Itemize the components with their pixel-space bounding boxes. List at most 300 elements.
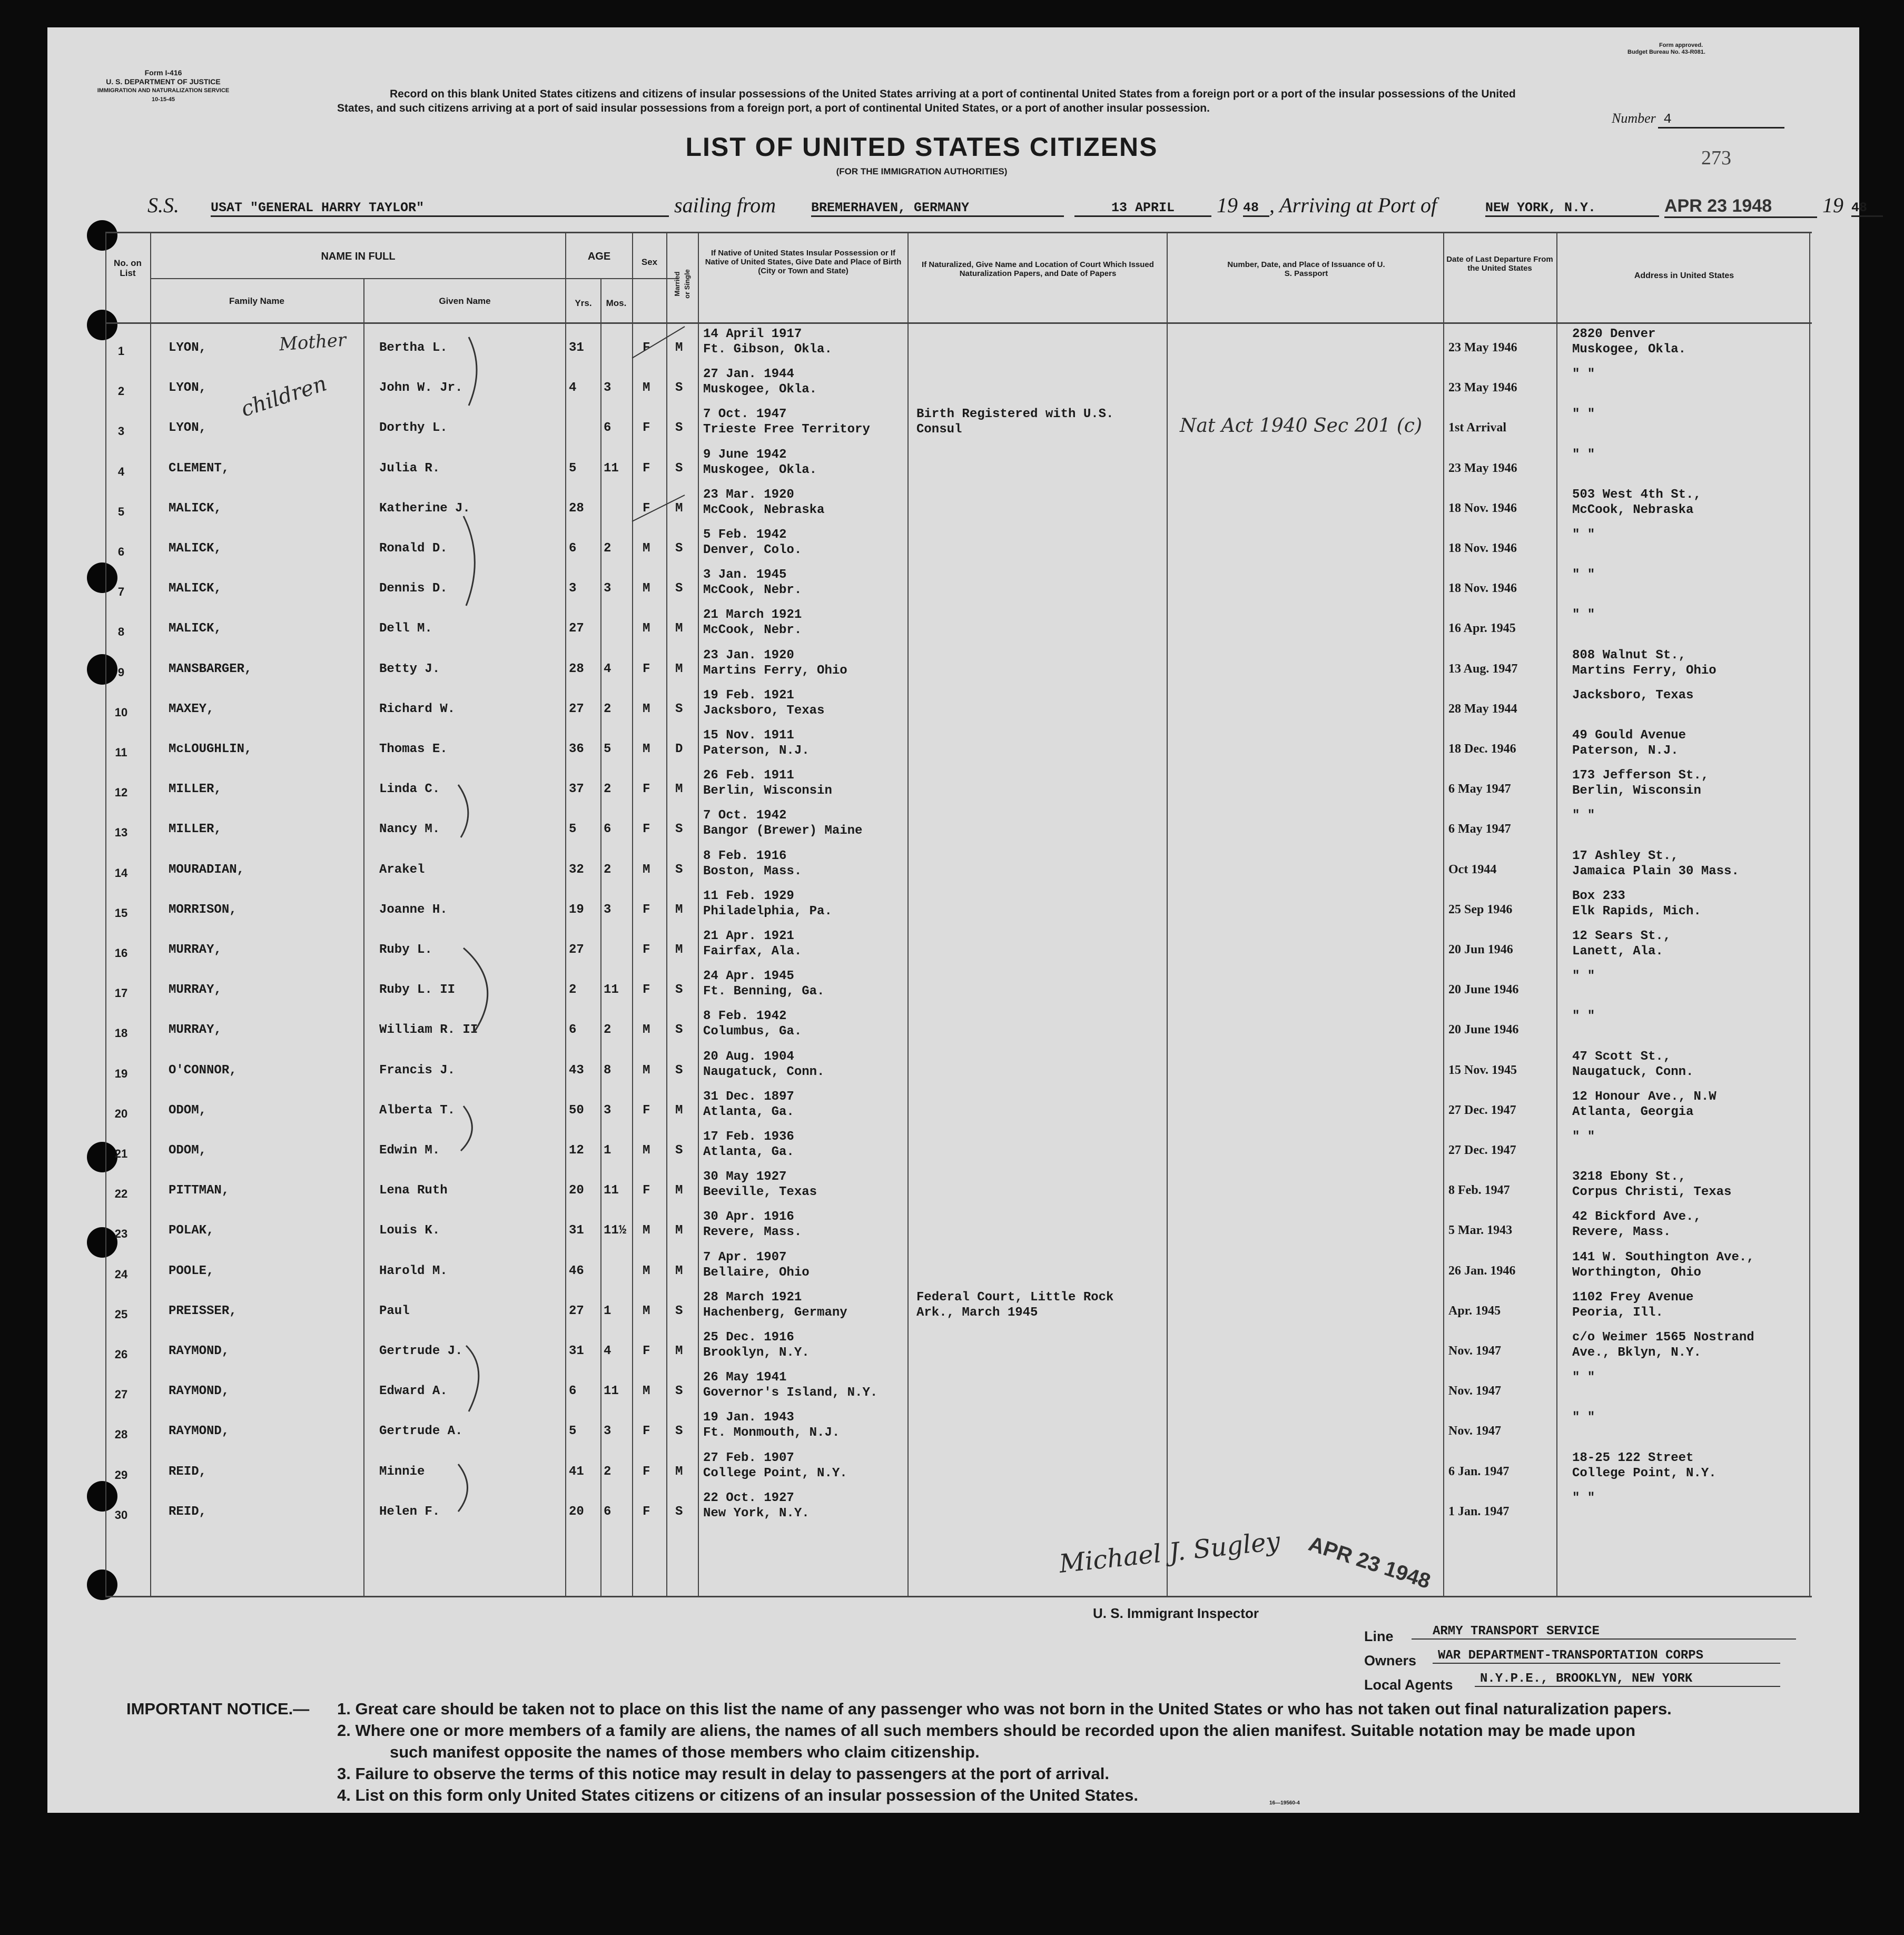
address-line1: " " — [1572, 808, 1595, 823]
sex: F — [643, 341, 650, 355]
family-name: MURRAY, — [169, 943, 222, 957]
given-name: William R. II — [379, 1023, 478, 1038]
owners-value: WAR DEPARTMENT-TRANSPORTATION CORPS — [1433, 1648, 1780, 1664]
given-name: Minnie — [379, 1464, 425, 1479]
header-naturalized: If Naturalized, Give Name and Location of Court Which Issued Naturalization Papers, and Date of Papers — [922, 260, 1154, 278]
marital-status: S — [675, 862, 683, 877]
marital-status: M — [675, 621, 683, 636]
sex: F — [643, 983, 650, 998]
family-name: CLEMENT, — [169, 461, 230, 476]
given-name: Richard W. — [379, 702, 456, 716]
age-months: 2 — [604, 541, 611, 556]
birth-place: Governor's Island, N.Y. — [703, 1386, 878, 1400]
birth-place: Bangor (Brewer) Maine — [703, 824, 863, 838]
birth-date: 19 Jan. 1943 — [703, 1410, 794, 1425]
departure-date: 13 APRIL — [1074, 200, 1211, 217]
address-line1: c/o Weimer 1565 Nostrand — [1572, 1330, 1754, 1345]
birth-place: Boston, Mass. — [703, 864, 802, 878]
inspector-signature: Michael J. Sugley — [1058, 1526, 1282, 1579]
given-name: Harold M. — [379, 1263, 448, 1278]
family-name: RAYMOND, — [169, 1384, 230, 1399]
sex: M — [643, 1023, 650, 1038]
age-years: 12 — [569, 1143, 584, 1158]
given-name: Katherine J. — [379, 501, 470, 516]
family-bracket — [463, 948, 488, 1032]
birth-place: Revere, Mass. — [703, 1225, 802, 1240]
sex: M — [643, 621, 650, 636]
birth-place: Muskogee, Okla. — [703, 382, 817, 397]
sex: F — [643, 822, 650, 837]
family-name: MOURADIAN, — [169, 862, 245, 877]
address-line1: " " — [1572, 568, 1595, 583]
family-name: MURRAY, — [169, 983, 222, 998]
family-name: MAXEY, — [169, 702, 214, 716]
header-yrs: Yrs. — [575, 298, 592, 308]
age-years: 6 — [569, 1023, 577, 1038]
family-name: POOLE, — [169, 1263, 214, 1278]
address-line2: Lanett, Ala. — [1572, 944, 1663, 959]
header-no-on-list: No. on List — [114, 258, 142, 278]
record-instructions: Record on this blank United States citizens and citizens of insular possessions of the United States arriving at a port of continental United States from a foreign port or a port of the insular possessions of the United States, and such citizens arriving at a port of said insular possessions from a foreign port, a port of continental United States, or a port of another insular possession. — [337, 88, 1516, 114]
age-months: 4 — [604, 662, 611, 676]
birth-date: 23 Mar. 1920 — [703, 487, 794, 502]
family-bracket — [469, 337, 477, 406]
sex: F — [643, 943, 650, 957]
header-last-departure: Date of Last Departure From the United States — [1446, 255, 1553, 273]
row-number: 3 — [117, 424, 125, 438]
birth-place: McCook, Nebr. — [703, 623, 802, 638]
marital-status: S — [675, 1504, 683, 1519]
last-departure: 18 Nov. 1946 — [1448, 541, 1517, 555]
sex: M — [643, 581, 650, 596]
age-years: 20 — [569, 1183, 584, 1198]
header-sex: Sex — [641, 257, 658, 267]
notice-3: 3. Failure to observe the terms of this notice may result in delay to passengers at the port of arrival. — [337, 1764, 1110, 1783]
sex: M — [643, 1304, 650, 1318]
address-line2: Jamaica Plain 30 Mass. — [1572, 864, 1739, 878]
age-years: 31 — [569, 341, 584, 355]
given-name: Bertha L. — [379, 341, 448, 355]
address-line2: Peoria, Ill. — [1572, 1305, 1663, 1320]
birth-place: Paterson, N.J. — [703, 744, 810, 758]
address-line2: McCook, Nebraska — [1572, 502, 1694, 517]
row-number: 25 — [114, 1307, 128, 1321]
port-from: BREMERHAVEN, GERMANY — [811, 200, 1064, 217]
marital-status: M — [675, 1103, 683, 1118]
sex: F — [643, 782, 650, 797]
birth-place: Bellaire, Ohio — [703, 1265, 810, 1280]
last-departure: 20 June 1946 — [1448, 983, 1519, 997]
age-years: 20 — [569, 1504, 584, 1519]
given-name: Gertrude J. — [379, 1344, 463, 1358]
family-name: ODOM, — [169, 1143, 207, 1158]
birth-place: Columbus, Ga. — [703, 1024, 802, 1039]
birth-date: 30 Apr. 1916 — [703, 1210, 794, 1225]
birth-date: 8 Feb. 1942 — [703, 1009, 787, 1024]
service-name: IMMIGRATION AND NATURALIZATION SERVICE — [97, 87, 230, 94]
header-age: AGE — [587, 251, 611, 262]
age-months: 3 — [604, 581, 611, 596]
row-number: 28 — [114, 1428, 128, 1442]
owners-label: Owners — [1364, 1653, 1417, 1669]
sex: M — [643, 862, 650, 877]
birth-place: Beeville, Texas — [703, 1185, 817, 1200]
page-number: 273 — [1701, 147, 1731, 169]
birth-place: McCook, Nebr. — [703, 583, 802, 598]
header-passport: Number, Date, and Place of Issuance of U. S. Passport — [1227, 260, 1385, 278]
year-prefix: 19 — [1822, 193, 1843, 217]
age-years: 19 — [569, 902, 584, 917]
sex: F — [643, 1344, 650, 1358]
address-line2: Worthington, Ohio — [1572, 1265, 1701, 1280]
arriving-label: , Arriving at Port of — [1269, 193, 1437, 217]
age-months: 11 — [604, 1384, 619, 1399]
birth-place: Philadelphia, Pa. — [703, 904, 832, 919]
birth-date: 22 Oct. 1927 — [703, 1490, 794, 1505]
age-months: 6 — [604, 822, 611, 837]
family-bracket — [461, 1106, 472, 1151]
address-line2: Corpus Christi, Texas — [1572, 1185, 1732, 1200]
family-name: REID, — [169, 1464, 207, 1479]
age-months: 5 — [604, 742, 611, 756]
last-departure: Nov. 1947 — [1448, 1384, 1502, 1398]
last-departure: Apr. 1945 — [1448, 1304, 1501, 1318]
age-years: 5 — [569, 461, 577, 476]
last-departure: 6 May 1947 — [1448, 782, 1511, 796]
row-number: 17 — [114, 986, 128, 1000]
address-line1: Box 233 — [1572, 888, 1625, 903]
birth-date: 27 Feb. 1907 — [703, 1450, 794, 1465]
line-label: Line — [1364, 1628, 1394, 1644]
inspector-stamp: APR 23 1948 — [1306, 1532, 1434, 1594]
age-years: 36 — [569, 742, 584, 756]
family-name: LYON, — [169, 341, 207, 355]
given-name: Dorthy L. — [379, 421, 448, 436]
given-name: Ruby L. — [379, 943, 432, 957]
form-date: 10-15-45 — [151, 96, 175, 103]
birth-date: 26 Feb. 1911 — [703, 768, 794, 783]
last-departure: 18 Nov. 1946 — [1448, 501, 1517, 515]
age-years: 5 — [569, 822, 577, 837]
given-name: Lena Ruth — [379, 1183, 448, 1198]
given-name: Gertrude A. — [379, 1424, 463, 1439]
marital-status: M — [675, 1263, 683, 1278]
age-years: 41 — [569, 1464, 584, 1479]
age-months: 6 — [604, 421, 611, 436]
age-months: 1 — [604, 1304, 611, 1318]
address-line1: " " — [1572, 1130, 1595, 1144]
marital-status: M — [675, 662, 683, 676]
address-line2: Berlin, Wisconsin — [1572, 784, 1701, 798]
age-years: 27 — [569, 702, 584, 716]
family-name: MALICK, — [169, 621, 222, 636]
family-name: LYON, — [169, 421, 207, 436]
sex: F — [643, 501, 650, 516]
family-bracket — [458, 785, 468, 837]
birth-date: 20 Aug. 1904 — [703, 1049, 794, 1064]
family-name: PREISSER, — [169, 1304, 237, 1318]
agents-label: Local Agents — [1364, 1677, 1453, 1693]
page-title: LIST OF UNITED STATES CITIZENS — [685, 132, 1158, 162]
last-departure: 6 Jan. 1947 — [1448, 1464, 1510, 1478]
marital-status: M — [675, 1344, 683, 1358]
address-line1: " " — [1572, 528, 1595, 542]
vessel-name: USAT "GENERAL HARRY TAYLOR" — [211, 200, 669, 217]
given-name: Helen F. — [379, 1504, 440, 1519]
birth-place: Naugatuck, Conn. — [703, 1064, 825, 1079]
last-departure: 18 Nov. 1946 — [1448, 581, 1517, 596]
marital-status: M — [675, 782, 683, 797]
address-line1: " " — [1572, 1490, 1595, 1505]
age-years: 28 — [569, 501, 584, 516]
birth-date: 5 Feb. 1942 — [703, 528, 787, 542]
birth-place: New York, N.Y. — [703, 1506, 810, 1521]
address-line1: " " — [1572, 1410, 1595, 1425]
address-line1: 141 W. Southington Ave., — [1572, 1250, 1754, 1265]
sex: F — [643, 1183, 650, 1198]
birth-place: McCook, Nebraska — [703, 502, 825, 517]
sex: F — [643, 1424, 650, 1439]
sex: F — [643, 1103, 650, 1118]
marital-status: M — [675, 1223, 683, 1238]
marital-status: S — [675, 983, 683, 998]
age-years: 3 — [569, 581, 577, 596]
last-departure: 15 Nov. 1945 — [1448, 1063, 1517, 1077]
family-name: LYON, — [169, 381, 207, 396]
age-months: 3 — [604, 1424, 611, 1439]
birth-date: 26 May 1941 — [703, 1370, 787, 1385]
age-years: 31 — [569, 1223, 584, 1238]
birth-place: Ft. Monmouth, N.J. — [703, 1426, 840, 1440]
birth-date: 30 May 1927 — [703, 1170, 787, 1184]
given-name: Ruby L. II — [379, 983, 456, 998]
address-line2: Revere, Mass. — [1572, 1225, 1671, 1240]
last-departure: 1st Arrival — [1448, 421, 1506, 435]
marital-status: M — [675, 1464, 683, 1479]
last-departure: 16 Apr. 1945 — [1448, 621, 1516, 636]
age-months: 11 — [604, 461, 619, 476]
birth-date: 7 Oct. 1947 — [703, 407, 787, 422]
birth-date: 28 March 1921 — [703, 1290, 802, 1305]
last-departure: 13 Aug. 1947 — [1448, 662, 1518, 676]
marital-status: S — [675, 541, 683, 556]
row-number: 5 — [117, 505, 125, 518]
age-months: 11 — [604, 1183, 619, 1198]
last-departure: Oct 1944 — [1448, 862, 1497, 876]
row-number: 11 — [115, 746, 127, 759]
family-name: MALICK, — [169, 541, 222, 556]
birth-place: Atlanta, Ga. — [703, 1145, 794, 1159]
age-months: 3 — [604, 902, 611, 917]
naturalization-court: Federal Court, Little Rock — [916, 1290, 1114, 1305]
birth-date: 8 Feb. 1916 — [703, 848, 787, 863]
family-name: ODOM, — [169, 1103, 207, 1118]
row-number: 1 — [117, 344, 125, 358]
family-name: MURRAY, — [169, 1023, 222, 1038]
marital-status: S — [675, 1063, 683, 1078]
notice-2: 2. Where one or more members of a family are aliens, the names of all such members should be recorded upon the alien manifest. Suitable notation may be made upon — [337, 1721, 1636, 1740]
age-months: 6 — [604, 1504, 611, 1519]
birth-place: Brooklyn, N.Y. — [703, 1346, 810, 1360]
given-name: Thomas E. — [379, 742, 448, 756]
given-name: Paul — [379, 1304, 410, 1318]
age-years: 50 — [569, 1103, 584, 1118]
last-departure: 27 Dec. 1947 — [1448, 1103, 1516, 1117]
row-number: 18 — [114, 1026, 128, 1040]
year-prefix: 19 — [1217, 193, 1238, 217]
birth-date: 17 Feb. 1936 — [703, 1130, 794, 1144]
birth-place: Ft. Benning, Ga. — [703, 984, 825, 999]
age-years: 31 — [569, 1344, 584, 1358]
age-years: 6 — [569, 1384, 577, 1399]
form-id: Form I-416 — [144, 68, 182, 77]
age-months: 4 — [604, 1344, 611, 1358]
given-name: Joanne H. — [379, 902, 448, 917]
last-departure: 23 May 1946 — [1448, 341, 1517, 354]
given-name: Betty J. — [379, 662, 440, 676]
marital-status: S — [675, 1304, 683, 1318]
family-name: PITTMAN, — [169, 1183, 230, 1198]
row-number: 14 — [114, 866, 128, 880]
budget-approval-line2: Budget Bureau No. 43-R081. — [1627, 49, 1705, 55]
header-native: If Native of United States Insular Possession or If Native of United States, Give Date and Place of Birth (City or Town and State) — [705, 249, 902, 275]
row-number: 19 — [114, 1067, 128, 1080]
marital-status: M — [675, 1183, 683, 1198]
address-line1: 47 Scott St., — [1572, 1049, 1671, 1064]
given-name: Linda C. — [379, 782, 440, 797]
given-name: Alberta T. — [379, 1103, 456, 1118]
address-line1: " " — [1572, 608, 1595, 623]
given-name: Nancy M. — [379, 822, 440, 837]
row-number: 21 — [114, 1147, 128, 1160]
family-bracket — [458, 1464, 468, 1512]
last-departure: 27 Dec. 1947 — [1448, 1143, 1516, 1157]
age-years: 28 — [569, 662, 584, 676]
header-name-in-full: NAME IN FULL — [321, 251, 396, 262]
naturalization-date: Consul — [916, 422, 962, 437]
address-line2: Elk Rapids, Mich. — [1572, 904, 1701, 919]
marital-status: M — [675, 341, 683, 355]
birth-date: 3 Jan. 1945 — [703, 568, 787, 583]
page-subtitle: (FOR THE IMMIGRATION AUTHORITIES) — [836, 166, 1008, 176]
age-years: 43 — [569, 1063, 584, 1078]
row-number: 16 — [114, 946, 128, 960]
address-line2: Naugatuck, Conn. — [1572, 1064, 1694, 1079]
sex: M — [643, 742, 650, 756]
family-name: MALICK, — [169, 501, 222, 516]
sex: M — [643, 1384, 650, 1399]
last-departure: Nov. 1947 — [1448, 1424, 1502, 1438]
printer-code: 16—19560-4 — [1269, 1800, 1300, 1806]
row-number: 9 — [117, 665, 125, 679]
age-years: 32 — [569, 862, 584, 877]
birth-place: Martins Ferry, Ohio — [703, 663, 847, 678]
inspector-title: U. S. Immigrant Inspector — [1093, 1605, 1259, 1621]
marital-status: M — [675, 501, 683, 516]
address-line1: 173 Jefferson St., — [1572, 768, 1709, 783]
address-line1: 12 Sears St., — [1572, 929, 1671, 943]
age-months: 11 — [604, 983, 619, 998]
annotation-mother: Mother — [278, 329, 347, 356]
address-line1: " " — [1572, 447, 1595, 462]
number-value: 4 — [1658, 111, 1784, 129]
birth-date: 24 Apr. 1945 — [703, 969, 794, 984]
birth-place: College Point, N.Y. — [703, 1466, 847, 1480]
sex: M — [643, 702, 650, 716]
line-value: ARMY TRANSPORT SERVICE — [1412, 1624, 1796, 1640]
row-number: 13 — [114, 826, 128, 840]
given-name: Dell M. — [379, 621, 432, 636]
number-label: Number — [1612, 111, 1656, 126]
family-name: RAYMOND, — [169, 1424, 230, 1439]
row-number: 8 — [117, 625, 125, 639]
address-line1: 2820 Denver — [1572, 327, 1656, 341]
notice-2-continued: such manifest opposite the names of those members who claim citizenship. — [390, 1743, 980, 1761]
address-line1: 503 West 4th St., — [1572, 487, 1701, 502]
birth-place: Jacksboro, Texas — [703, 703, 825, 718]
birth-place: Muskogee, Okla. — [703, 462, 817, 477]
age-years: 27 — [569, 621, 584, 636]
sex: M — [643, 1223, 650, 1238]
sex: M — [643, 1143, 650, 1158]
family-name: MALICK, — [169, 581, 222, 596]
family-bracket — [463, 516, 475, 606]
last-departure: 23 May 1946 — [1448, 461, 1517, 475]
address-line1: 1102 Frey Avenue — [1572, 1290, 1694, 1305]
family-name: MILLER, — [169, 822, 222, 837]
annotation-children: children — [238, 371, 330, 422]
marital-status: S — [675, 702, 683, 716]
family-name: RAYMOND, — [169, 1344, 230, 1358]
marital-status: S — [675, 822, 683, 837]
header-given-name: Given Name — [439, 296, 491, 306]
age-years: 27 — [569, 943, 584, 957]
birth-date: 21 Apr. 1921 — [703, 929, 794, 943]
notice-1: 1. Great care should be taken not to place on this list the name of any passenger who was not born in the United States or who has not taken out final naturalization papers. — [337, 1700, 1672, 1718]
departure-year: 48 — [1243, 200, 1269, 217]
last-departure: 8 Feb. 1947 — [1448, 1183, 1510, 1198]
age-months: 1 — [604, 1143, 611, 1158]
row-number: 7 — [117, 585, 125, 599]
birth-date: 11 Feb. 1929 — [703, 888, 794, 903]
birth-place: Hachenberg, Germany — [703, 1305, 847, 1320]
address-line2: Martins Ferry, Ohio — [1572, 663, 1716, 678]
age-months: 2 — [604, 1464, 611, 1479]
last-departure: 20 June 1946 — [1448, 1023, 1519, 1037]
age-months: 3 — [604, 381, 611, 396]
check-mark — [632, 327, 685, 358]
last-departure: 26 Jan. 1946 — [1448, 1263, 1516, 1278]
address-line1: 18-25 122 Street — [1572, 1450, 1694, 1465]
address-line1: 808 Walnut St., — [1572, 648, 1686, 663]
birth-date: 25 Dec. 1916 — [703, 1330, 794, 1345]
birth-place: Fairfax, Ala. — [703, 944, 802, 959]
arrival-stamp: APR 23 1948 — [1664, 196, 1817, 218]
naturalization-court: Birth Registered with U.S. — [916, 407, 1114, 422]
sex: M — [643, 381, 650, 396]
age-years: 46 — [569, 1263, 584, 1278]
marital-status: D — [675, 742, 683, 756]
given-name: Edwin M. — [379, 1143, 440, 1158]
row-number: 26 — [114, 1348, 128, 1361]
marital-status: S — [675, 461, 683, 476]
ss-label: S.S. — [147, 193, 179, 217]
marital-status: S — [675, 1023, 683, 1038]
address-line2: Atlanta, Georgia — [1572, 1104, 1694, 1119]
given-name: Dennis D. — [379, 581, 448, 596]
marital-status: S — [675, 381, 683, 396]
address-line1: 42 Bickford Ave., — [1572, 1210, 1701, 1225]
